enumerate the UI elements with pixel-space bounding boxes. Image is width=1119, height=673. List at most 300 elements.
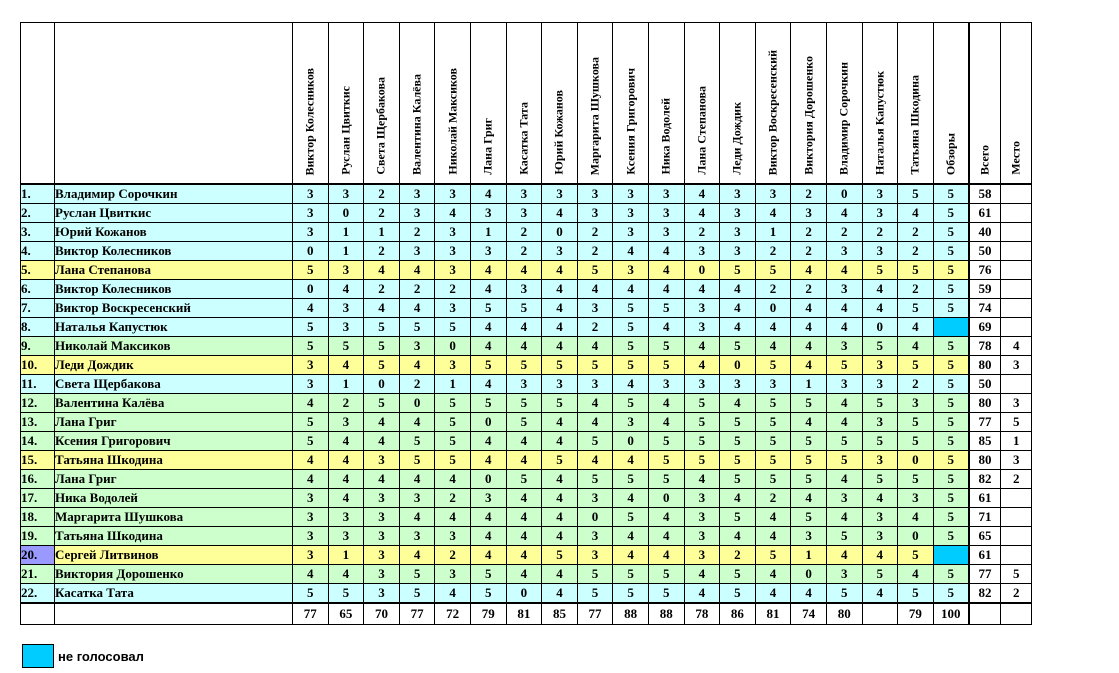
score-cell: 3 (506, 280, 542, 299)
score-cell: 4 (470, 508, 506, 527)
score-cell: 3 (364, 546, 400, 565)
score-cell: 3 (399, 242, 435, 261)
table-row (21, 584, 1032, 604)
score-cell: 3 (684, 375, 720, 394)
score-cell: 3 (435, 356, 471, 375)
row-number: 2. (21, 204, 55, 223)
score-cell: 4 (364, 299, 400, 318)
column-header (613, 23, 649, 185)
score-cell: 2 (435, 546, 471, 565)
table-row (21, 223, 1032, 242)
score-cell: 3 (684, 318, 720, 337)
score-cell: 3 (399, 184, 435, 204)
score-cell: 5 (435, 413, 471, 432)
score-cell: 5 (542, 451, 578, 470)
score-cell: 4 (399, 546, 435, 565)
score-cell: 5 (720, 337, 756, 356)
score-cell: 4 (399, 508, 435, 527)
score-cell: 5 (755, 451, 791, 470)
score-cell: 3 (435, 299, 471, 318)
score-cell: 4 (435, 470, 471, 489)
score-cell: 4 (862, 584, 898, 604)
participant-name: Леди Дождик (55, 356, 293, 375)
row-place (1001, 204, 1032, 223)
row-place: 5 (1001, 565, 1032, 584)
score-cell: 2 (364, 204, 400, 223)
score-cell: 4 (720, 527, 756, 546)
score-cell: 4 (648, 508, 684, 527)
score-cell: 4 (613, 489, 649, 508)
score-cell: 3 (399, 204, 435, 223)
score-cell: 2 (755, 489, 791, 508)
score-cell: 5 (470, 299, 506, 318)
score-cell: 4 (542, 299, 578, 318)
score-cell: 4 (293, 470, 329, 489)
score-cell: 4 (826, 413, 862, 432)
score-cell: 3 (720, 223, 756, 242)
score-cell: 3 (684, 546, 720, 565)
score-cell: 0 (435, 337, 471, 356)
score-cell: 3 (826, 565, 862, 584)
column-header (720, 23, 756, 185)
score-cell: 3 (720, 184, 756, 204)
score-cell: 5 (898, 413, 934, 432)
row-place: 2 (1001, 470, 1032, 489)
column-header (435, 23, 471, 185)
column-header (470, 23, 506, 185)
row-total: 77 (969, 565, 1001, 584)
score-cell: 3 (826, 242, 862, 261)
score-cell: 4 (684, 337, 720, 356)
row-number: 15. (21, 451, 55, 470)
score-cell: 3 (862, 204, 898, 223)
score-cell: 5 (613, 394, 649, 413)
column-header-label: Владимир Сорочкин (836, 61, 851, 175)
score-cell: 3 (293, 184, 329, 204)
score-cell: 4 (755, 565, 791, 584)
score-cell: 5 (435, 451, 471, 470)
column-header-label: Виктория Дорошенко (801, 56, 816, 175)
score-cell: 0 (577, 508, 613, 527)
score-cell: 4 (506, 489, 542, 508)
score-cell: 3 (613, 413, 649, 432)
table-row (21, 318, 1032, 337)
score-cell: 3 (399, 527, 435, 546)
row-total: 80 (969, 451, 1001, 470)
score-cell: 5 (755, 356, 791, 375)
participant-name: Ксения Григорович (55, 432, 293, 451)
score-cell: 4 (328, 356, 364, 375)
column-total: 65 (328, 603, 364, 625)
score-cell: 3 (435, 184, 471, 204)
score-cell: 5 (826, 432, 862, 451)
row-place (1001, 261, 1032, 280)
column-header-label: Ника Водолей (658, 98, 673, 175)
table-row (21, 470, 1032, 489)
score-cell: 3 (755, 375, 791, 394)
column-total: 77 (577, 603, 613, 625)
score-cell: 4 (328, 280, 364, 299)
score-cell: 5 (933, 223, 969, 242)
score-cell: 5 (898, 184, 934, 204)
score-cell: 4 (328, 565, 364, 584)
score-cell: 4 (720, 280, 756, 299)
score-cell: 4 (470, 546, 506, 565)
participant-name: Виктория Дорошенко (55, 565, 293, 584)
score-cell: 3 (293, 527, 329, 546)
score-cell: 5 (755, 394, 791, 413)
totals-blank-total (969, 603, 1001, 625)
row-total: 58 (969, 184, 1001, 204)
score-cell: 4 (577, 337, 613, 356)
score-cell: 0 (399, 394, 435, 413)
score-cell: 2 (720, 546, 756, 565)
score-cell: 4 (542, 584, 578, 604)
row-place (1001, 318, 1032, 337)
score-cell: 4 (506, 432, 542, 451)
score-cell: 4 (435, 508, 471, 527)
score-cell: 4 (791, 356, 827, 375)
score-cell: 5 (898, 356, 934, 375)
score-cell: 5 (506, 299, 542, 318)
row-total: 61 (969, 489, 1001, 508)
score-cell: 4 (862, 489, 898, 508)
score-cell: 3 (826, 337, 862, 356)
row-number: 18. (21, 508, 55, 527)
row-place: 1 (1001, 432, 1032, 451)
score-cell: 5 (755, 413, 791, 432)
score-cell: 5 (720, 432, 756, 451)
score-cell: 5 (293, 318, 329, 337)
score-cell: 4 (826, 546, 862, 565)
score-cell: 4 (648, 261, 684, 280)
score-cell: 3 (470, 489, 506, 508)
score-cell: 4 (293, 394, 329, 413)
score-cell: 4 (613, 451, 649, 470)
score-cell: 4 (506, 546, 542, 565)
score-cell: 4 (542, 280, 578, 299)
score-cell: 4 (684, 584, 720, 604)
score-cell: 4 (399, 413, 435, 432)
score-cell: 4 (648, 413, 684, 432)
score-cell: 5 (648, 451, 684, 470)
score-cell: 5 (862, 470, 898, 489)
score-cell: 5 (470, 584, 506, 604)
participant-name: Николай Максиков (55, 337, 293, 356)
participant-name: Руслан Цвиткис (55, 204, 293, 223)
score-cell: 4 (755, 318, 791, 337)
score-cell: 3 (755, 184, 791, 204)
row-total: 85 (969, 432, 1001, 451)
score-cell: 2 (364, 184, 400, 204)
score-cell: 5 (862, 394, 898, 413)
score-cell: 3 (293, 223, 329, 242)
score-cell: 3 (862, 413, 898, 432)
score-cell: 5 (933, 242, 969, 261)
score-cell: 5 (435, 318, 471, 337)
row-total: 50 (969, 242, 1001, 261)
score-cell: 4 (399, 470, 435, 489)
score-cell: 3 (862, 527, 898, 546)
score-cell: 5 (648, 584, 684, 604)
score-cell: 4 (293, 451, 329, 470)
table-row (21, 546, 1032, 565)
score-cell: 3 (577, 489, 613, 508)
score-cell: 1 (328, 242, 364, 261)
score-cell: 4 (862, 299, 898, 318)
column-total: 72 (435, 603, 471, 625)
score-cell: 5 (506, 356, 542, 375)
score-cell: 2 (791, 242, 827, 261)
score-cell: 5 (791, 470, 827, 489)
table-row (21, 242, 1032, 261)
score-cell: 4 (506, 565, 542, 584)
score-cell: 3 (293, 356, 329, 375)
row-place (1001, 527, 1032, 546)
column-header (791, 23, 827, 185)
score-cell: 3 (648, 204, 684, 223)
totals-blank-name (55, 603, 293, 625)
score-cell: 1 (328, 375, 364, 394)
score-cell: 4 (470, 432, 506, 451)
score-cell: 4 (613, 527, 649, 546)
score-cell: 1 (328, 546, 364, 565)
score-cell: 3 (898, 489, 934, 508)
score-cell: 3 (684, 299, 720, 318)
table-row (21, 508, 1032, 527)
score-cell: 0 (720, 356, 756, 375)
row-number: 1. (21, 184, 55, 204)
score-cell: 4 (898, 508, 934, 527)
score-cell: 5 (293, 413, 329, 432)
score-cell: 5 (542, 394, 578, 413)
score-cell: 2 (506, 242, 542, 261)
score-cell: 0 (293, 242, 329, 261)
score-cell: 4 (648, 394, 684, 413)
column-header-label: Ксения Григорович (623, 68, 638, 175)
score-cell: 1 (435, 375, 471, 394)
row-total: 61 (969, 204, 1001, 223)
score-cell: 5 (791, 394, 827, 413)
score-cell: 3 (648, 375, 684, 394)
totals-row (21, 603, 1032, 625)
score-cell: 3 (399, 489, 435, 508)
score-cell: 4 (898, 318, 934, 337)
row-number: 22. (21, 584, 55, 604)
row-total: 76 (969, 261, 1001, 280)
column-header (898, 23, 934, 185)
score-cell: 2 (399, 375, 435, 394)
column-total: 74 (791, 603, 827, 625)
score-cell: 5 (720, 413, 756, 432)
score-cell: 3 (293, 546, 329, 565)
score-cell: 3 (364, 584, 400, 604)
score-cell: 4 (470, 184, 506, 204)
score-cell: 4 (542, 204, 578, 223)
score-cell: 4 (755, 508, 791, 527)
score-cell: 3 (720, 375, 756, 394)
column-header (648, 23, 684, 185)
score-cell: 5 (826, 584, 862, 604)
column-header (364, 23, 400, 185)
score-cell: 5 (684, 413, 720, 432)
score-cell: 5 (364, 356, 400, 375)
score-cell: 4 (648, 527, 684, 546)
score-cell: 5 (577, 584, 613, 604)
participant-name: Касатка Тата (55, 584, 293, 604)
score-cell: 5 (720, 261, 756, 280)
row-number: 8. (21, 318, 55, 337)
row-total: 40 (969, 223, 1001, 242)
participant-name: Виктор Колесников (55, 242, 293, 261)
score-cell: 5 (933, 565, 969, 584)
participant-name: Света Щербакова (55, 375, 293, 394)
score-cell: 3 (435, 223, 471, 242)
score-cell: 5 (933, 184, 969, 204)
score-cell: 4 (399, 261, 435, 280)
score-cell: 4 (542, 318, 578, 337)
score-cell: 4 (791, 489, 827, 508)
score-cell: 4 (755, 527, 791, 546)
score-cell: 2 (577, 242, 613, 261)
row-number: 20. (21, 546, 55, 565)
totals-blank-place (1001, 603, 1032, 625)
score-cell: 2 (898, 223, 934, 242)
legend-label: не голосовал (58, 648, 144, 664)
score-cell: 4 (648, 546, 684, 565)
score-cell: 4 (826, 204, 862, 223)
score-cell: 4 (648, 280, 684, 299)
header-corner-name (55, 23, 293, 185)
score-cell: 5 (577, 356, 613, 375)
score-cell: 5 (684, 394, 720, 413)
score-cell: 4 (506, 451, 542, 470)
score-cell: 4 (826, 394, 862, 413)
score-cell: 4 (542, 508, 578, 527)
participant-name: Владимир Сорочкин (55, 184, 293, 204)
score-cell: 3 (293, 375, 329, 394)
score-cell: 5 (470, 356, 506, 375)
score-cell: 3 (328, 299, 364, 318)
score-cell: 3 (898, 394, 934, 413)
score-cell: 5 (328, 584, 364, 604)
score-cell: 5 (648, 565, 684, 584)
score-cell: 2 (791, 280, 827, 299)
score-cell: 4 (399, 356, 435, 375)
score-cell: 0 (542, 223, 578, 242)
participant-name: Лана Григ (55, 413, 293, 432)
scores-sheet (20, 22, 1032, 625)
scores-table (20, 22, 1032, 625)
score-cell: 5 (791, 451, 827, 470)
score-cell: 4 (542, 565, 578, 584)
score-cell: 5 (577, 261, 613, 280)
score-cell: 3 (684, 508, 720, 527)
score-cell: 4 (613, 546, 649, 565)
score-cell: 5 (293, 337, 329, 356)
column-header (328, 23, 364, 185)
score-cell: 5 (755, 470, 791, 489)
column-total: 78 (684, 603, 720, 625)
score-cell: 5 (684, 432, 720, 451)
score-cell: 3 (613, 204, 649, 223)
column-header (933, 23, 969, 185)
score-cell: 5 (933, 432, 969, 451)
participant-name: Татьяна Шкодина (55, 527, 293, 546)
table-row (21, 184, 1032, 204)
score-cell: 5 (933, 204, 969, 223)
score-cell: 5 (399, 318, 435, 337)
column-header (399, 23, 435, 185)
score-cell: 5 (577, 470, 613, 489)
score-cell: 3 (648, 223, 684, 242)
score-cell: 3 (862, 508, 898, 527)
score-cell: 1 (470, 223, 506, 242)
score-cell: 5 (435, 432, 471, 451)
score-cell: 4 (577, 394, 613, 413)
score-cell: 4 (684, 470, 720, 489)
score-cell: 5 (755, 546, 791, 565)
score-cell: 5 (613, 470, 649, 489)
score-cell: 3 (328, 508, 364, 527)
row-place: 3 (1001, 356, 1032, 375)
score-cell: 5 (435, 394, 471, 413)
score-cell: 3 (364, 451, 400, 470)
score-cell: 3 (826, 489, 862, 508)
score-cell: 3 (506, 184, 542, 204)
score-cell: 3 (328, 184, 364, 204)
score-cell: 4 (684, 184, 720, 204)
score-cell: 4 (328, 470, 364, 489)
score-cell: 4 (613, 242, 649, 261)
row-number: 4. (21, 242, 55, 261)
score-cell: 4 (435, 584, 471, 604)
score-cell: 5 (933, 394, 969, 413)
score-cell: 4 (328, 432, 364, 451)
score-cell: 4 (542, 489, 578, 508)
score-cell: 3 (648, 184, 684, 204)
score-cell: 5 (613, 508, 649, 527)
table-row (21, 394, 1032, 413)
legend-swatch-not-voted (22, 644, 54, 668)
score-cell: 4 (684, 565, 720, 584)
score-cell: 4 (791, 413, 827, 432)
row-number: 3. (21, 223, 55, 242)
score-cell: 5 (933, 413, 969, 432)
score-cell: 4 (684, 356, 720, 375)
score-cell: 3 (435, 261, 471, 280)
score-cell: 4 (826, 261, 862, 280)
participant-name: Татьяна Шкодина (55, 451, 293, 470)
score-cell: 2 (435, 280, 471, 299)
row-place (1001, 223, 1032, 242)
score-cell: 1 (791, 375, 827, 394)
score-cell: 5 (506, 470, 542, 489)
row-number: 17. (21, 489, 55, 508)
score-cell: 3 (542, 375, 578, 394)
table-row (21, 413, 1032, 432)
score-cell: 4 (364, 470, 400, 489)
score-cell: 3 (364, 508, 400, 527)
score-cell: 5 (364, 394, 400, 413)
score-cell: 3 (613, 223, 649, 242)
score-cell: 5 (613, 584, 649, 604)
score-cell: 5 (648, 432, 684, 451)
score-cell: 5 (613, 318, 649, 337)
score-cell: 3 (364, 489, 400, 508)
score-cell: 5 (826, 451, 862, 470)
score-cell: 3 (293, 489, 329, 508)
